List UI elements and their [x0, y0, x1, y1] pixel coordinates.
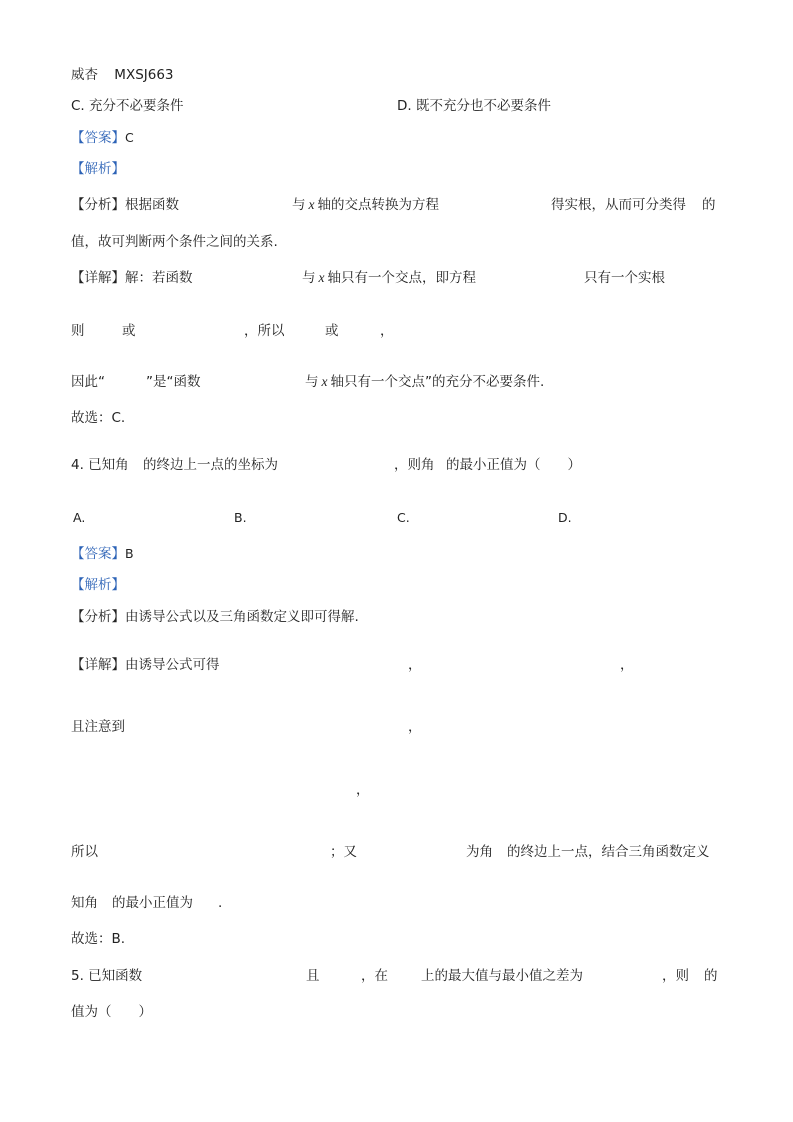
- q5-stem-part1: 5. 已知函数: [71, 968, 143, 984]
- q4-option-c: C.: [397, 510, 410, 525]
- answer-tag: 【答案】: [71, 130, 125, 146]
- q4-xiangjie: [71, 656, 220, 674]
- yinci-part2: ”是“函数: [146, 374, 201, 390]
- q5-stem-part2: 且: [306, 968, 320, 984]
- analysis-tag: 【解析】: [71, 577, 125, 593]
- q5-stem-part6: 的: [704, 968, 718, 984]
- yinci-part1: 因此“: [71, 374, 105, 390]
- fenxi-tag: 【分析】: [71, 609, 125, 625]
- q5-stem-part4: 上的最大值与最小值之差为: [421, 968, 583, 984]
- q4-answer: [71, 545, 134, 563]
- q5-stem-line2: 值为（ ）: [71, 1004, 152, 1020]
- header-line: [71, 66, 174, 84]
- fenxi-text: 得实根，从而可分类得: [551, 197, 686, 213]
- xiangjie-text: 轴只有一个交点，即方程: [327, 270, 476, 286]
- analysis-tag: 【解析】: [71, 161, 125, 177]
- then-huo-1: 或: [122, 323, 136, 339]
- then-huo-2: 或: [325, 323, 339, 339]
- yinci-text: 与: [305, 374, 319, 390]
- then-suoyi: ，所以: [244, 323, 285, 339]
- x-variable: x: [318, 270, 325, 285]
- fenxi-text: 根据函数: [125, 197, 179, 213]
- xiangjie-text: 与: [302, 270, 316, 286]
- answer-tag: 【答案】: [71, 546, 125, 562]
- xiangjie-tag: 【详解】: [71, 270, 125, 286]
- q4-you: ；又: [330, 844, 357, 860]
- q4-jiehe: 的终边上一点，结合三角函数定义: [507, 844, 710, 860]
- q3-fenxi-line1c: [551, 196, 716, 214]
- q3-xiangjie-line1: [71, 269, 193, 287]
- then-ze: 则: [71, 323, 85, 339]
- fenxi-tag: 【分析】: [71, 197, 125, 213]
- q4-stem-part4: 的最小正值为（ ）: [446, 457, 581, 473]
- then-comma: ，: [380, 323, 394, 339]
- x-variable: x: [308, 197, 315, 212]
- q4-zuixiao: 的最小正值为: [112, 895, 193, 911]
- q3-xiangjie-line1b: [302, 269, 476, 287]
- fenxi-text: 的: [702, 197, 716, 213]
- xiangjie-comma-1: ，: [408, 657, 422, 673]
- yinci-text: 轴只有一个交点”的充分不必要条件.: [330, 374, 545, 390]
- q5-stem-part3: ，在: [361, 968, 388, 984]
- q3-xiangjie-line1c: 只有一个实根: [584, 270, 665, 286]
- q3-answer: [71, 129, 134, 147]
- q3-fenxi-line1: [71, 196, 179, 214]
- q4-suoyi: 所以: [71, 844, 98, 860]
- q4-period: .: [218, 895, 223, 911]
- header-label: 威杏: [71, 67, 98, 83]
- xiangjie-text: 解：若函数: [125, 270, 193, 286]
- x-variable: x: [321, 374, 328, 389]
- q4-option-d: D.: [558, 510, 572, 525]
- q4-zhijiao: 知角: [71, 895, 98, 911]
- xiangjie-text: 由诱导公式可得: [125, 657, 220, 673]
- yinci-part3: [305, 373, 544, 391]
- q4-wei-jiao: 为角: [466, 844, 493, 860]
- q4-option-b: B.: [234, 510, 247, 525]
- q4-fenxi: [71, 608, 359, 626]
- answer-value: B: [125, 546, 134, 561]
- xiangjie-comma-2: ，: [620, 657, 634, 673]
- q3-fenxi-line2: 值，故可判断两个条件之间的关系.: [71, 234, 278, 250]
- formula-comma: ，: [356, 782, 370, 798]
- q3-guxuan: 故选：C.: [71, 410, 126, 426]
- fenxi-text: 轴的交点转换为方程: [317, 197, 439, 213]
- q3-fenxi-line1b: [292, 196, 439, 214]
- answer-value: C: [125, 130, 134, 145]
- option-c: C. 充分不必要条件: [71, 98, 184, 114]
- option-d: D. 既不充分也不必要条件: [397, 98, 551, 114]
- fenxi-text: 由诱导公式以及三角函数定义即可得解.: [125, 609, 359, 625]
- q4-zhuyi: 且注意到: [71, 719, 125, 735]
- q4-option-a: A.: [73, 510, 86, 525]
- q4-stem-part3: ，则角: [394, 457, 435, 473]
- q4-guxuan: 故选：B.: [71, 931, 126, 947]
- header-code: MXSJ663: [114, 67, 174, 83]
- fenxi-text: 与: [292, 197, 306, 213]
- xiangjie-tag: 【详解】: [71, 657, 125, 673]
- q5-stem-part5: ，则: [662, 968, 689, 984]
- zhuyi-comma: ，: [408, 719, 422, 735]
- q4-stem-part1: 4. 已知角: [71, 457, 129, 473]
- q4-stem-part2: 的终边上一点的坐标为: [143, 457, 278, 473]
